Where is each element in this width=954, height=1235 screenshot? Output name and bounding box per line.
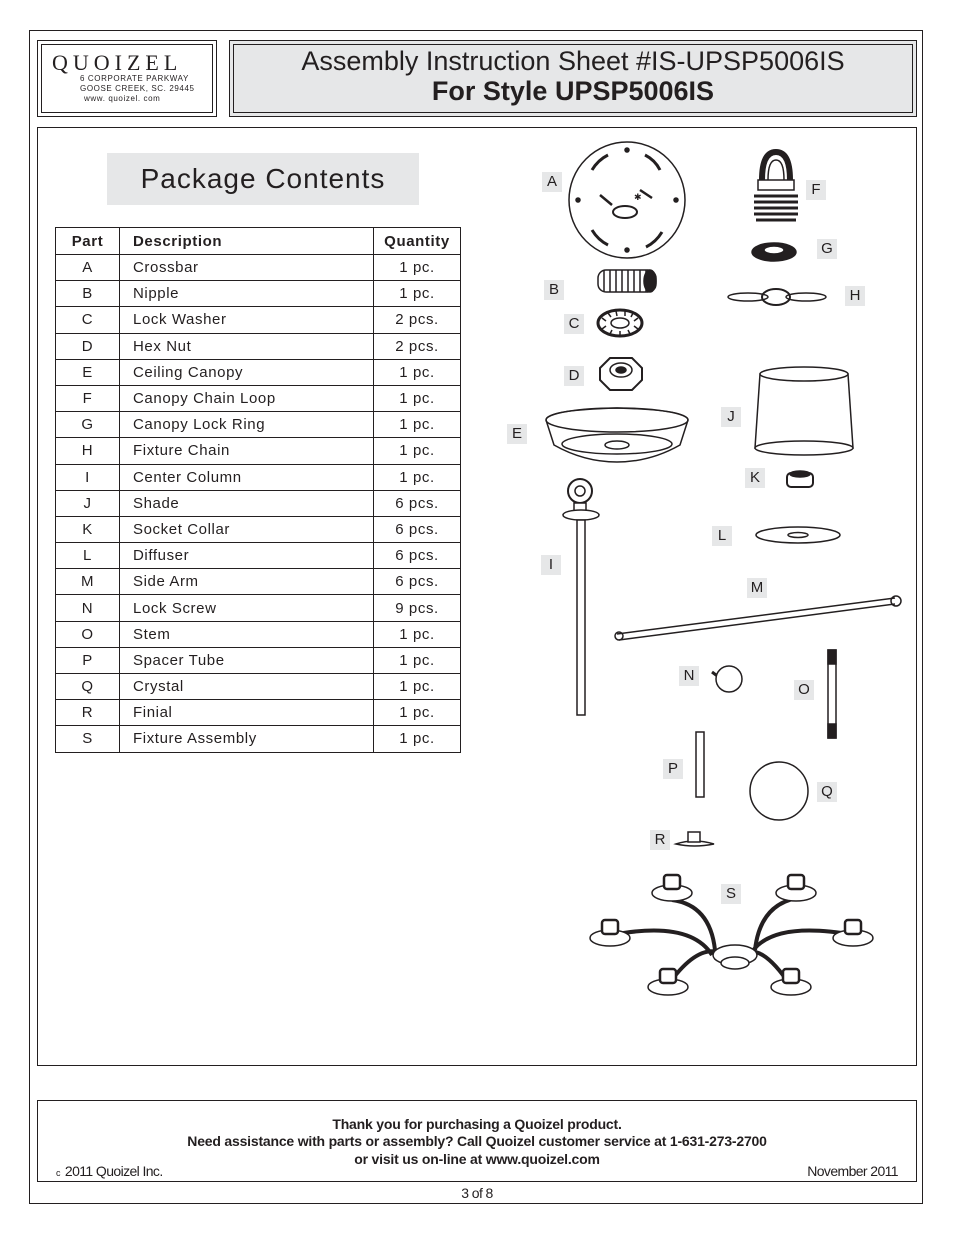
part-quantity: 1 pc. [374, 412, 461, 438]
part-quantity: 1 pc. [374, 647, 461, 673]
part-quantity: 1 pc. [374, 359, 461, 385]
part-letter: G [56, 412, 120, 438]
part-letter: F [56, 385, 120, 411]
part-letter: S [56, 726, 120, 752]
website-footer-line: or visit us on-line at www.quoizel.com [354, 1151, 600, 1167]
part-letter: Q [56, 674, 120, 700]
header-quantity: Quantity [374, 228, 461, 255]
part-description: Spacer Tube [120, 647, 374, 673]
part-description: Stem [120, 621, 374, 647]
part-quantity: 2 pcs. [374, 307, 461, 333]
address-line-2: GOOSE CREEK, SC. 29445 [80, 84, 195, 93]
crystal-drawing [750, 762, 808, 820]
lock-screw-drawing [712, 666, 742, 692]
style-title: For Style UPSP5006IS [431, 76, 715, 106]
part-quantity: 1 pc. [374, 726, 461, 752]
svg-text:✱: ✱ [634, 193, 642, 203]
label-a: A [542, 172, 562, 192]
lock-washer-drawing [598, 310, 642, 336]
arm-cup-4 [833, 920, 873, 946]
part-description: Diffuser [120, 543, 374, 569]
label-q: Q [817, 782, 837, 802]
part-description: Crossbar [120, 255, 374, 281]
brand-logo: QUOIZEL [52, 50, 183, 75]
fixture-chain-drawing [728, 289, 826, 305]
publication-date: November 2011 [807, 1163, 898, 1179]
part-letter: O [56, 621, 120, 647]
side-arm-drawing [615, 596, 901, 640]
part-letter: A [56, 255, 120, 281]
part-quantity: 1 pc. [374, 674, 461, 700]
part-quantity: 6 pcs. [374, 543, 461, 569]
part-quantity: 1 pc. [374, 700, 461, 726]
part-description: Nipple [120, 281, 374, 307]
package-contents-heading: Package Contents [107, 153, 419, 205]
header-part: Part [56, 228, 120, 255]
part-description: Finial [120, 700, 374, 726]
part-quantity: 1 pc. [374, 438, 461, 464]
footer-box [37, 1100, 917, 1182]
arm-cup-3 [590, 920, 630, 946]
part-quantity: 6 pcs. [374, 490, 461, 516]
label-i: I [541, 555, 561, 575]
center-column-drawing [563, 479, 599, 715]
part-quantity: 1 pc. [374, 281, 461, 307]
label-s: S [721, 884, 741, 904]
website-line: www. quoizel. com [84, 94, 161, 103]
label-m: M [747, 578, 767, 598]
part-letter: H [56, 438, 120, 464]
part-letter: L [56, 543, 120, 569]
diffuser-drawing [756, 527, 840, 543]
part-description: Fixture Chain [120, 438, 374, 464]
part-letter: R [56, 700, 120, 726]
address-line-1: 6 CORPORATE PARKWAY [80, 74, 189, 83]
label-g: G [817, 239, 837, 259]
label-n: N [679, 666, 699, 686]
label-d: D [564, 366, 584, 386]
arm-cup-6 [771, 969, 811, 995]
part-letter: K [56, 516, 120, 542]
canopy-lock-ring-drawing [752, 243, 796, 261]
assistance-line: Need assistance with parts or assembly? Call Quoizel customer service at 1-631-273-2700 [187, 1133, 767, 1149]
part-letter: M [56, 569, 120, 595]
label-p: P [663, 759, 683, 779]
part-description: Socket Collar [120, 516, 374, 542]
part-quantity: 1 pc. [374, 621, 461, 647]
crossbar-drawing [569, 142, 685, 258]
part-quantity: 6 pcs. [374, 569, 461, 595]
label-k: K [745, 468, 765, 488]
copyright [56, 1163, 163, 1179]
part-description: Center Column [120, 464, 374, 490]
part-letter: J [56, 490, 120, 516]
copyright-text: 2011 Quoizel Inc. [64, 1163, 163, 1179]
label-b: B [544, 280, 564, 300]
canopy-chain-loop-drawing [754, 152, 798, 220]
arm-cup-1 [652, 875, 692, 901]
part-description: Canopy Lock Ring [120, 412, 374, 438]
part-letter: B [56, 281, 120, 307]
part-description: Ceiling Canopy [120, 359, 374, 385]
page-number: 3 of 8 [461, 1185, 493, 1201]
label-c: C [564, 314, 584, 334]
label-f: F [806, 180, 826, 200]
nipple-drawing [598, 270, 656, 292]
shade-drawing [755, 367, 853, 455]
part-quantity: 1 pc. [374, 385, 461, 411]
label-j: J [721, 407, 741, 427]
label-o: O [794, 680, 814, 700]
hex-nut-drawing [600, 358, 642, 390]
part-description: Side Arm [120, 569, 374, 595]
label-r: R [650, 830, 670, 850]
arm-cup-2 [776, 875, 816, 901]
socket-collar-drawing [787, 471, 813, 487]
part-description: Shade [120, 490, 374, 516]
finial-drawing [676, 832, 714, 846]
part-letter: E [56, 359, 120, 385]
part-letter: I [56, 464, 120, 490]
label-h: H [845, 286, 865, 306]
spacer-tube-drawing [696, 732, 704, 797]
part-description: Fixture Assembly [120, 726, 374, 752]
part-letter: D [56, 333, 120, 359]
copyright-symbol: c [56, 1168, 60, 1178]
part-letter: N [56, 595, 120, 621]
part-description: Hex Nut [120, 333, 374, 359]
part-letter: C [56, 307, 120, 333]
part-quantity: 1 pc. [374, 464, 461, 490]
ceiling-canopy-drawing [546, 408, 688, 462]
part-description: Canopy Chain Loop [120, 385, 374, 411]
stem-drawing [828, 650, 836, 738]
part-description: Crystal [120, 674, 374, 700]
part-quantity: 6 pcs. [374, 516, 461, 542]
part-description: Lock Screw [120, 595, 374, 621]
thank-you-line: Thank you for purchasing a Quoizel product. [332, 1116, 622, 1132]
part-quantity: 1 pc. [374, 255, 461, 281]
arm-cup-5 [648, 969, 688, 995]
part-letter: P [56, 647, 120, 673]
label-e: E [507, 424, 527, 444]
label-l: L [712, 526, 732, 546]
header-description: Description [120, 228, 374, 255]
part-quantity: 9 pcs. [374, 595, 461, 621]
part-quantity: 2 pcs. [374, 333, 461, 359]
sheet-title: Assembly Instruction Sheet #IS-UPSP5006IS [301, 46, 845, 76]
part-description: Lock Washer [120, 307, 374, 333]
